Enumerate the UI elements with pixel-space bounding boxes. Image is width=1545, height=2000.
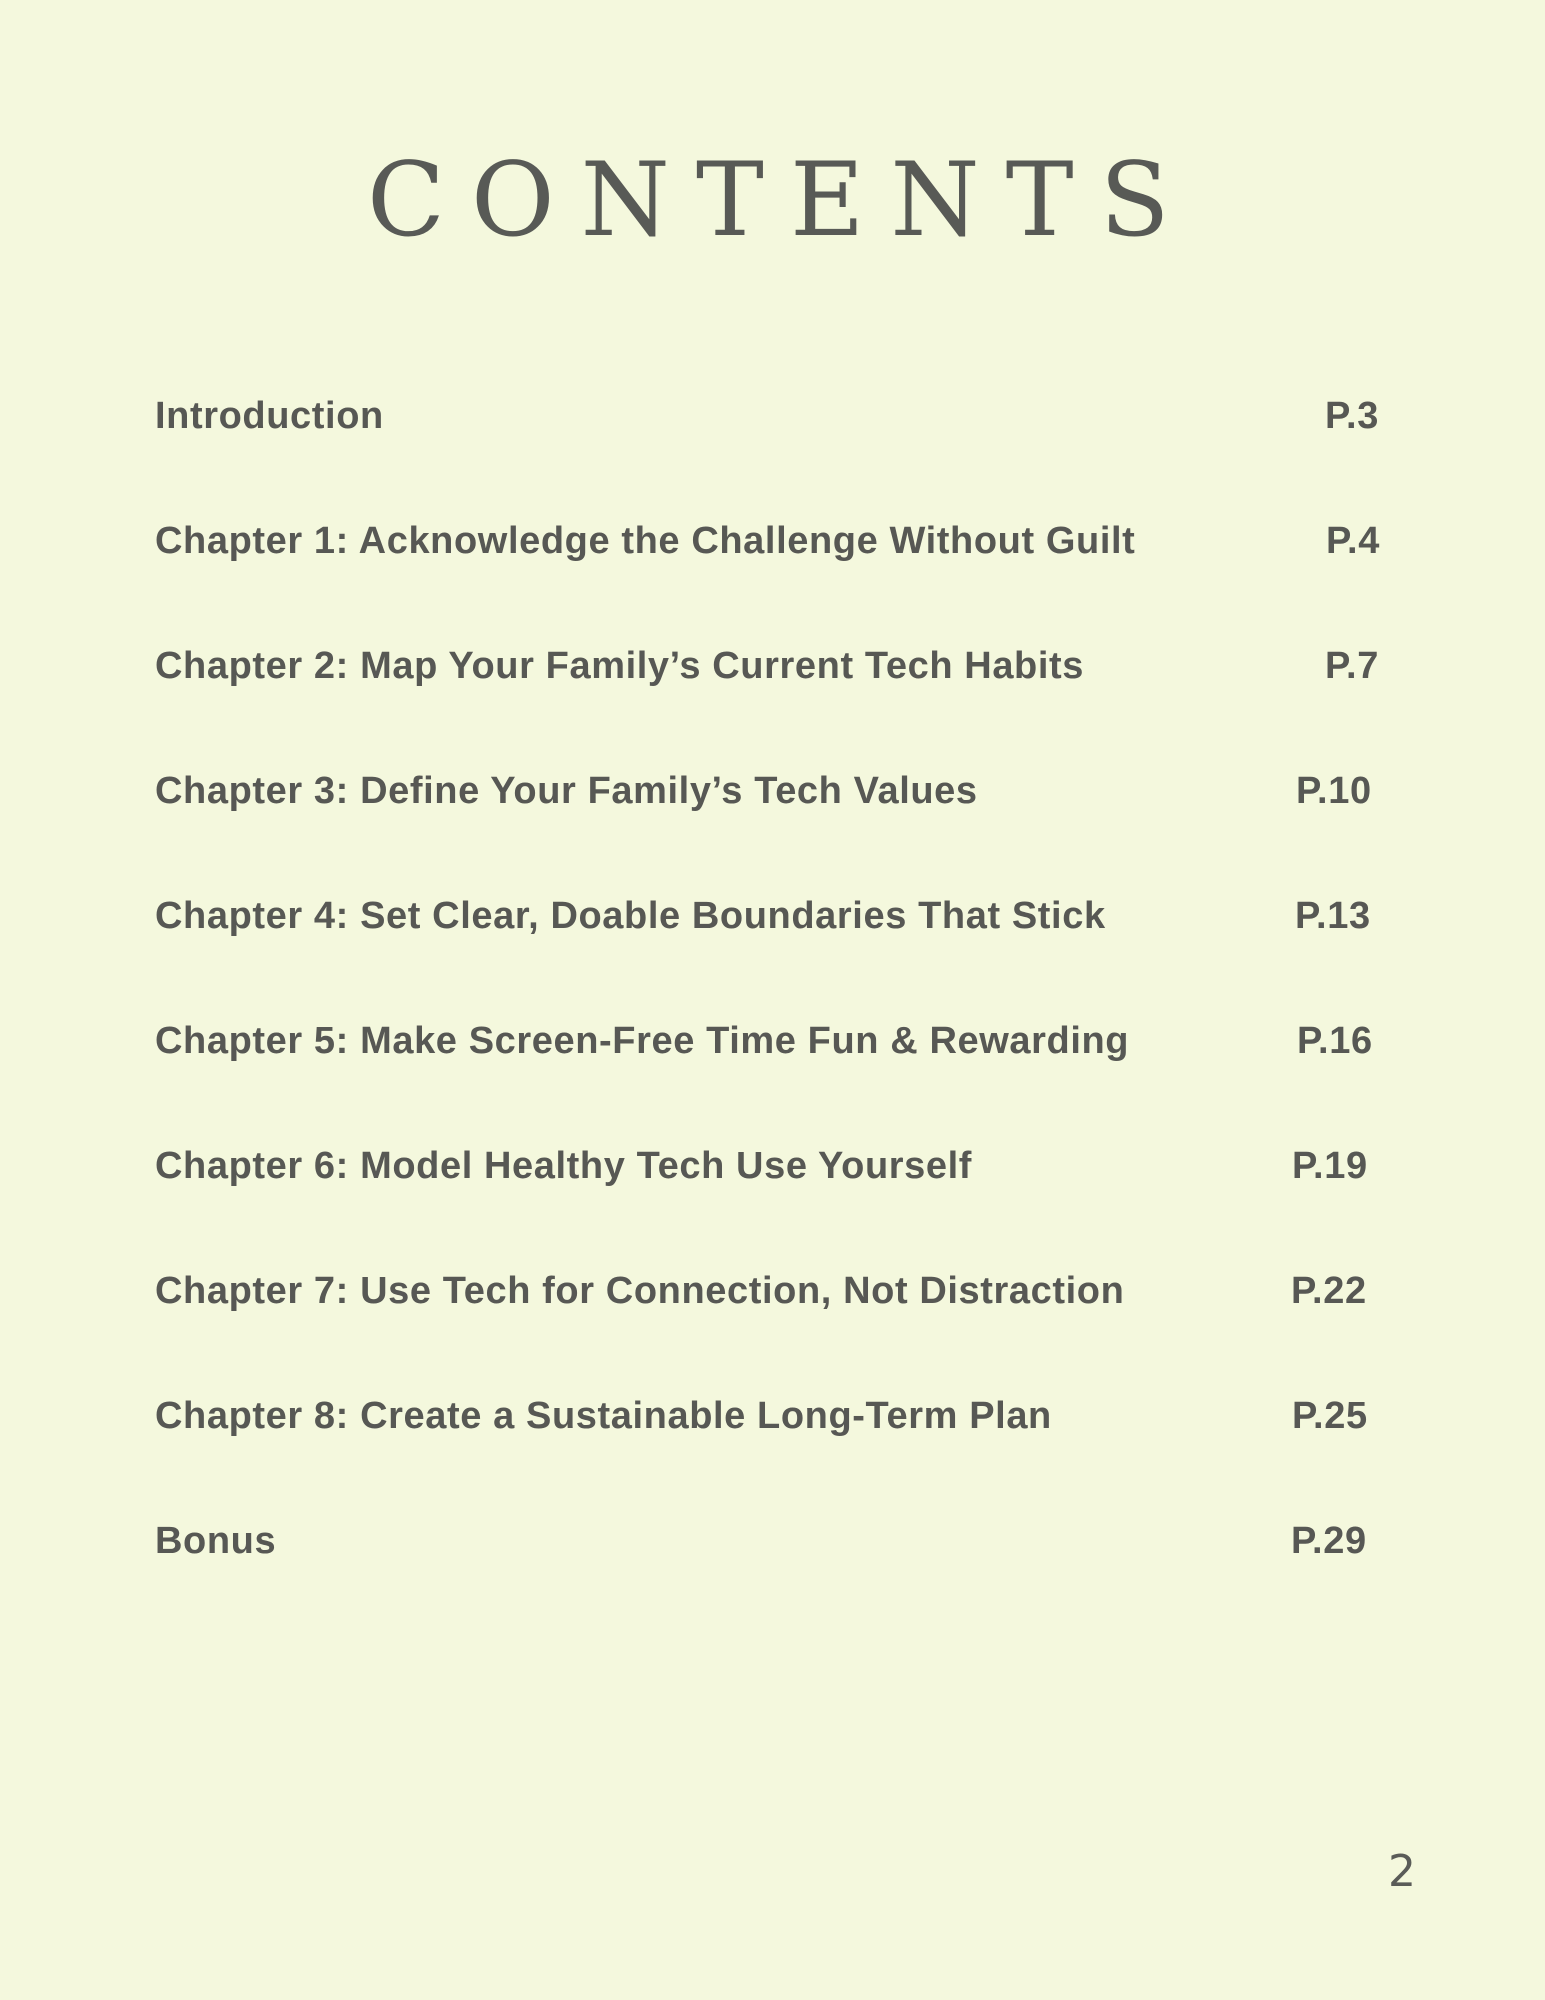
toc-entry-chapter-6 [155, 1136, 1385, 1196]
toc-entry-label: Chapter 4: Set Clear, Doable Boundaries That Stick [155, 895, 1106, 937]
toc-entry-label: Chapter 8: Create a Sustainable Long-Term Plan [155, 1395, 1052, 1437]
toc-entry-page: P.29 [1291, 1520, 1367, 1562]
toc-entry-introduction [155, 386, 1385, 446]
toc-entry-chapter-5 [155, 1011, 1385, 1071]
toc-entry-chapter-7 [155, 1261, 1385, 1321]
toc-entry-label: Chapter 5: Make Screen-Free Time Fun & Rewarding [155, 1020, 1130, 1062]
toc-entry-chapter-2 [155, 636, 1385, 696]
toc-entry-chapter-8 [155, 1386, 1385, 1446]
toc-entry-bonus [155, 1511, 1385, 1571]
toc-entry-label: Chapter 1: Acknowledge the Challenge Without Guilt [155, 520, 1136, 562]
toc-entry-label: Bonus [155, 1520, 277, 1562]
toc-entry-page: P.4 [1326, 520, 1380, 562]
toc-entry-label: Chapter 3: Define Your Family’s Tech Values [155, 770, 978, 812]
toc-entry-page: P.13 [1295, 895, 1371, 937]
toc-entry-label: Chapter 2: Map Your Family’s Current Tech Habits [155, 645, 1085, 687]
toc-entry-page: P.16 [1297, 1020, 1373, 1062]
page-number: 2 [1388, 1846, 1416, 1897]
toc-entry-label: Chapter 7: Use Tech for Connection, Not Distraction [155, 1270, 1125, 1312]
toc-entry-page: P.25 [1292, 1395, 1368, 1437]
toc-entry-label: Introduction [155, 395, 384, 437]
toc-entry-chapter-3 [155, 761, 1385, 821]
toc-entry-page: P.22 [1291, 1270, 1367, 1312]
toc-entry-chapter-1 [155, 511, 1385, 571]
toc-entry-label: Chapter 6: Model Healthy Tech Use Yourself [155, 1145, 973, 1187]
toc-entry-page: P.3 [1325, 395, 1379, 437]
toc-entry-page: P.19 [1292, 1145, 1368, 1187]
page-title: CONTENTS [367, 141, 1196, 260]
toc-entry-chapter-4 [155, 886, 1385, 946]
toc-entry-page: P.10 [1296, 770, 1372, 812]
toc-entry-page: P.7 [1325, 645, 1379, 687]
